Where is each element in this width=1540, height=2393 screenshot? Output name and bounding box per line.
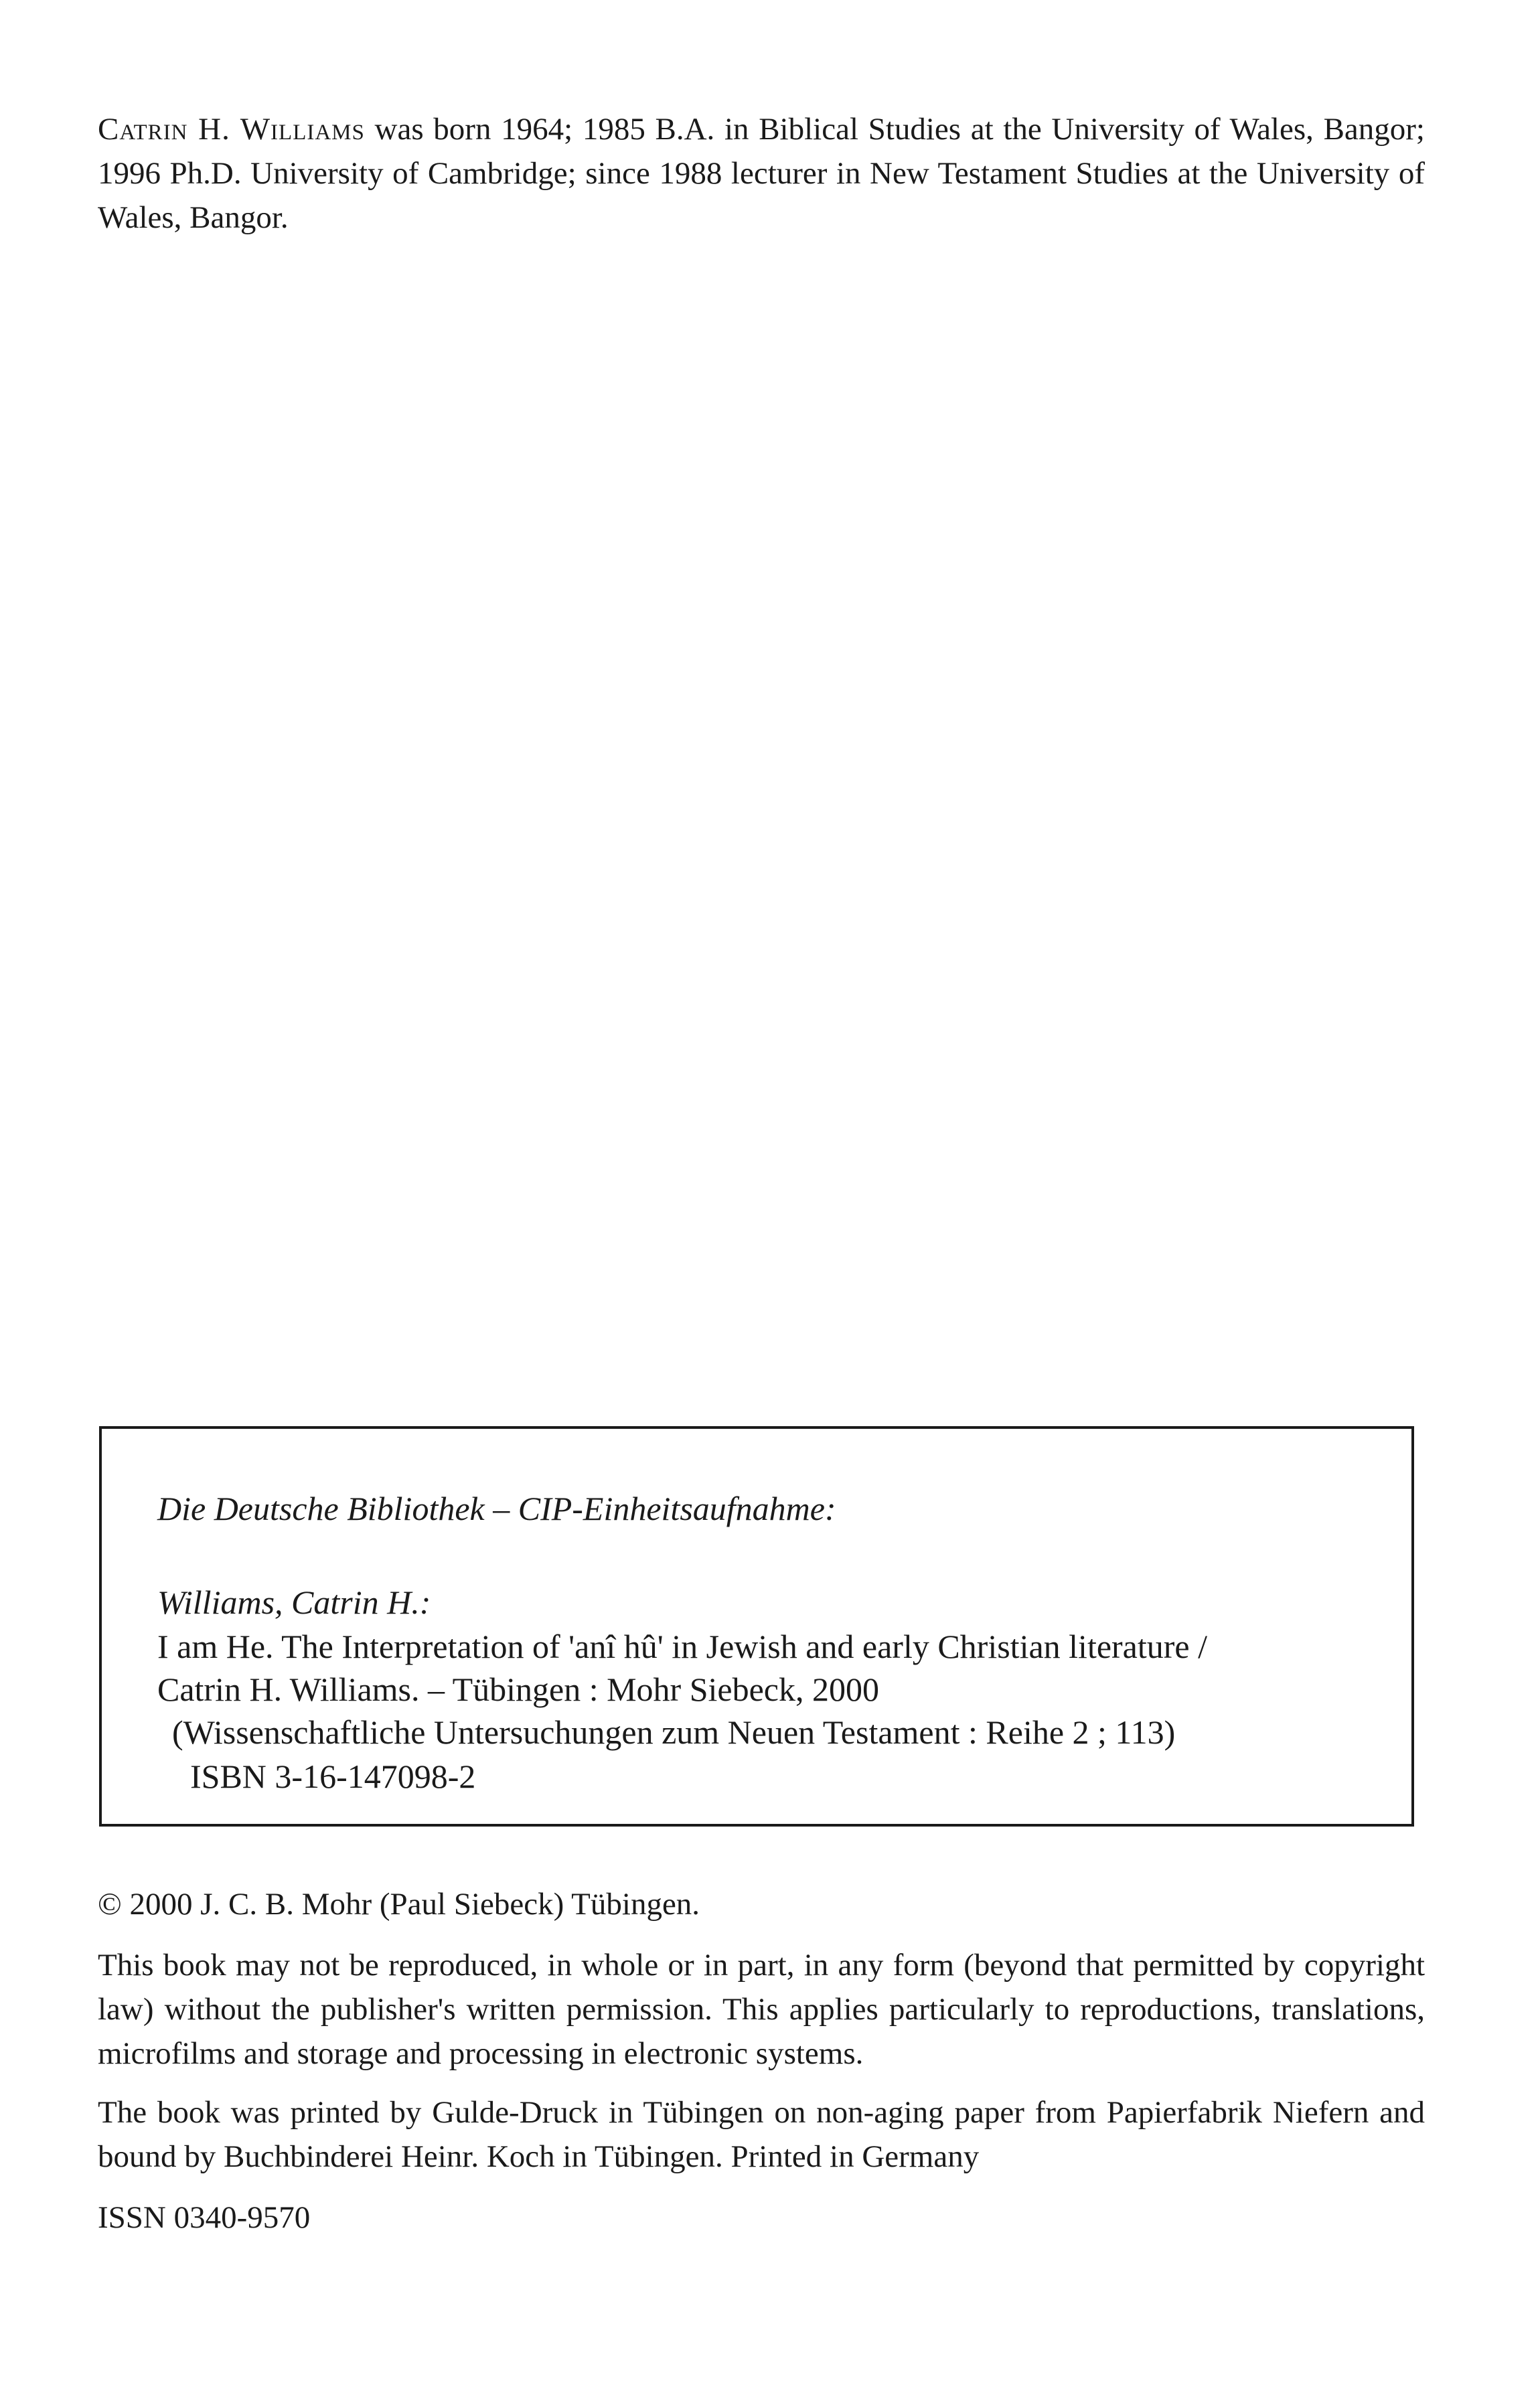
- rights-statement: This book may not be reproduced, in whole or in part, in any form (beyond that permitted by copyright law) without the publisher's written permission. This applies particularly to reproductions, translations, microfilms and storage and processing in electronic systems.: [98, 1948, 1425, 2071]
- copyright-notice: © 2000 J. C. B. Mohr (Paul Siebeck) Tübingen.: [98, 1887, 700, 1922]
- cip-author: Williams, Catrin H.:: [157, 1584, 431, 1621]
- printer-statement: The book was printed by Gulde-Druck in Tübingen on non-aging paper from Papierfabrik Niefern and bound by Buchbinderei Heinr. Koch in Tübingen. Printed in Germany: [98, 2095, 1425, 2174]
- cip-isbn-line: ISBN 3-16-147098-2: [190, 1758, 476, 1795]
- cip-publisher-line: Catrin H. Williams. – Tübingen : Mohr Siebeck, 2000: [157, 1671, 879, 1708]
- author-name: Catrin H. Williams: [98, 112, 365, 147]
- cip-heading: Die Deutsche Bibliothek – CIP-Einheitsaufnahme:: [157, 1490, 836, 1527]
- issn-number: ISSN 0340-9570: [98, 2200, 311, 2235]
- cip-series-line: (Wissenschaftliche Untersuchungen zum Neuen Testament : Reihe 2 ; 113): [172, 1713, 1176, 1751]
- cip-title-line: I am He. The Interpretation of 'anî hû' in Jewish and early Christian literature /: [157, 1628, 1207, 1665]
- author-biography: [98, 107, 1425, 240]
- cip-record-box: [99, 1426, 1414, 1827]
- author-bio-text: was born 1964; 1985 B.A. in Biblical Studies at the University of Wales, Bangor; 1996 Ph.D. University of Cambridge; since 1988 lecturer in New Testament Studies at the University of Wales, Bangor.: [98, 112, 1425, 235]
